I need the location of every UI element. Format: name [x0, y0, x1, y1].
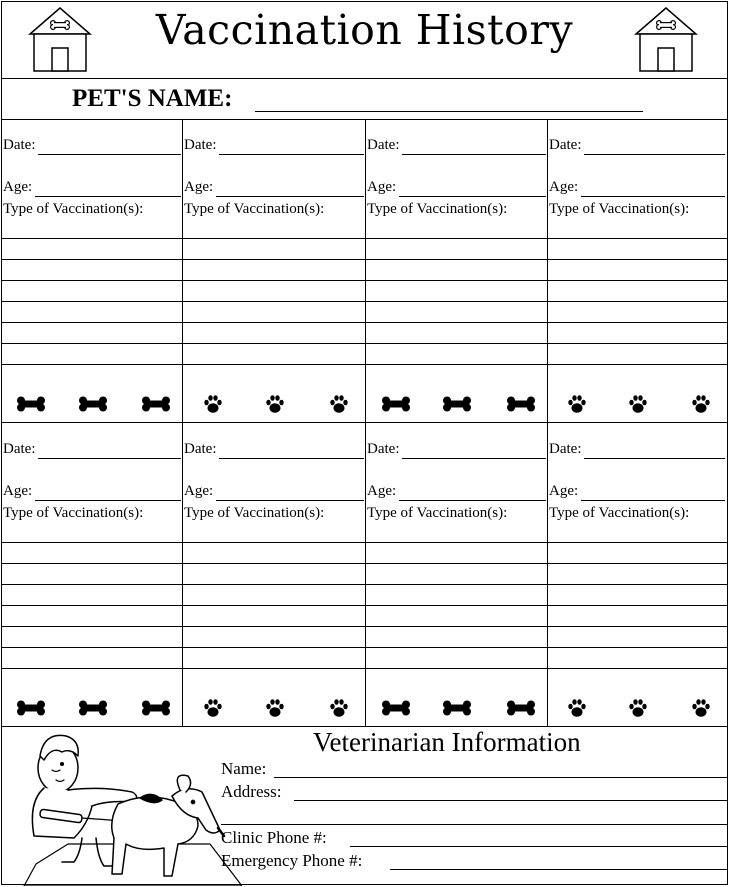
vaccination-entry-line[interactable]	[2, 563, 182, 564]
age-label: Age:	[3, 483, 33, 499]
pet-name-label: PET'S NAME:	[72, 85, 233, 112]
vaccination-record	[2, 423, 183, 727]
vet-address-field[interactable]	[294, 800, 727, 801]
emergency-phone-label: Emergency Phone #:	[221, 851, 363, 870]
paw-print-icon	[198, 698, 228, 718]
vaccination-type-label: Type of Vaccination(s):	[3, 201, 144, 217]
date-field[interactable]	[219, 154, 364, 155]
age-field[interactable]	[399, 500, 546, 501]
date-field[interactable]	[584, 458, 725, 459]
bone-icon	[78, 394, 108, 414]
vaccination-entry-line[interactable]	[366, 668, 547, 669]
vaccination-entry-line[interactable]	[2, 626, 182, 627]
paw-print-icon	[686, 394, 716, 414]
paw-print-icon	[260, 394, 290, 414]
bone-icon	[16, 698, 46, 718]
date-field[interactable]	[402, 154, 546, 155]
vaccination-entry-line[interactable]	[2, 238, 182, 239]
vaccination-entry-line[interactable]	[183, 301, 365, 302]
vaccination-entry-line[interactable]	[366, 563, 547, 564]
vaccination-type-label: Type of Vaccination(s):	[367, 201, 508, 217]
decoration-row	[183, 386, 365, 422]
vaccination-entry-line[interactable]	[366, 626, 547, 627]
bone-icon	[78, 698, 108, 718]
vet-title: Veterinarian Information	[313, 727, 581, 757]
decoration-row	[366, 386, 547, 422]
date-field[interactable]	[584, 154, 725, 155]
vaccination-entry-line[interactable]	[183, 322, 365, 323]
age-label: Age:	[367, 179, 397, 195]
vaccination-entry-line[interactable]	[183, 605, 365, 606]
vaccination-record	[2, 119, 183, 423]
date-label: Date:	[184, 441, 217, 457]
vaccination-type-label: Type of Vaccination(s):	[3, 505, 144, 521]
vaccination-entry-line[interactable]	[366, 584, 547, 585]
decoration-row	[2, 690, 182, 726]
emergency-phone-field[interactable]	[390, 869, 727, 870]
vaccination-entry-line[interactable]	[548, 563, 727, 564]
vaccination-entry-line[interactable]	[183, 563, 365, 564]
age-field[interactable]	[399, 196, 546, 197]
vaccination-entry-line[interactable]	[183, 626, 365, 627]
vaccination-entry-line[interactable]	[2, 542, 182, 543]
page-title: Vaccination History	[155, 6, 574, 54]
vaccination-entry-line[interactable]	[183, 280, 365, 281]
vaccination-record	[183, 119, 366, 423]
vaccination-entry-line[interactable]	[2, 259, 182, 260]
age-field[interactable]	[35, 500, 181, 501]
vaccination-entry-line[interactable]	[2, 322, 182, 323]
veterinarian-info	[2, 724, 727, 886]
vaccination-entry-line[interactable]	[366, 343, 547, 344]
age-label: Age:	[3, 179, 33, 195]
vaccination-type-label: Type of Vaccination(s):	[184, 201, 325, 217]
vaccination-entry-line[interactable]	[548, 280, 727, 281]
date-field[interactable]	[402, 458, 546, 459]
clinic-phone-label: Clinic Phone #:	[221, 828, 327, 847]
vaccination-entry-line[interactable]	[548, 364, 727, 365]
vaccination-entry-line[interactable]	[2, 668, 182, 669]
vaccination-entry-line[interactable]	[548, 647, 727, 648]
date-label: Date:	[549, 137, 582, 153]
age-field[interactable]	[216, 500, 364, 501]
vaccination-record	[183, 423, 366, 727]
bone-icon	[506, 698, 536, 718]
bone-icon	[16, 394, 46, 414]
age-field[interactable]	[216, 196, 364, 197]
date-field[interactable]	[219, 458, 364, 459]
age-label: Age:	[367, 483, 397, 499]
vaccination-entry-line[interactable]	[183, 542, 365, 543]
vaccination-entry-line[interactable]	[366, 238, 547, 239]
bone-icon	[141, 698, 171, 718]
vaccination-entry-line[interactable]	[548, 322, 727, 323]
vaccination-record	[366, 119, 548, 423]
vet-address-field-line-2[interactable]	[221, 824, 727, 825]
decoration-row	[2, 386, 182, 422]
vaccination-entry-line[interactable]	[183, 668, 365, 669]
vet-name-label: Name:	[221, 759, 267, 778]
date-label: Date:	[367, 137, 400, 153]
decoration-row	[366, 690, 547, 726]
vaccination-entry-line[interactable]	[548, 259, 727, 260]
vaccination-entry-line[interactable]	[2, 280, 182, 281]
vaccination-entry-line[interactable]	[2, 584, 182, 585]
bone-icon	[381, 698, 411, 718]
vaccination-entry-line[interactable]	[2, 364, 182, 365]
pet-name-row	[2, 78, 727, 120]
vaccination-type-label: Type of Vaccination(s):	[184, 505, 325, 521]
vaccination-entry-line[interactable]	[548, 584, 727, 585]
vaccination-entry-line[interactable]	[183, 584, 365, 585]
paw-print-icon	[686, 698, 716, 718]
age-label: Age:	[549, 483, 579, 499]
decoration-row	[183, 690, 365, 726]
vaccination-entry-line[interactable]	[183, 364, 365, 365]
bone-icon	[506, 394, 536, 414]
vaccination-entry-line[interactable]	[548, 542, 727, 543]
decoration-row	[548, 690, 727, 726]
paw-print-icon	[623, 698, 653, 718]
vaccination-type-label: Type of Vaccination(s):	[367, 505, 508, 521]
vaccination-entry-line[interactable]	[2, 647, 182, 648]
paw-print-icon	[562, 394, 592, 414]
vaccination-entry-line[interactable]	[366, 364, 547, 365]
vaccination-form	[1, 1, 728, 885]
vaccination-entry-line[interactable]	[183, 259, 365, 260]
paw-print-icon	[562, 698, 592, 718]
clinic-phone-field[interactable]	[350, 846, 727, 847]
dog-house-icon	[634, 6, 698, 72]
date-field[interactable]	[38, 154, 181, 155]
age-label: Age:	[184, 483, 214, 499]
vaccination-entry-line[interactable]	[366, 280, 547, 281]
header	[2, 2, 727, 79]
vaccination-entry-line[interactable]	[548, 626, 727, 627]
vaccination-entry-line[interactable]	[366, 647, 547, 648]
pet-name-field[interactable]	[255, 111, 643, 112]
vaccination-entry-line[interactable]	[183, 343, 365, 344]
date-label: Date:	[3, 137, 36, 153]
vet-name-field[interactable]	[274, 777, 727, 778]
vaccination-entry-line[interactable]	[2, 301, 182, 302]
age-label: Age:	[184, 179, 214, 195]
vaccination-entry-line[interactable]	[366, 301, 547, 302]
vaccination-type-label: Type of Vaccination(s):	[549, 505, 690, 521]
date-label: Date:	[367, 441, 400, 457]
bone-icon	[141, 394, 171, 414]
date-label: Date:	[549, 441, 582, 457]
bone-icon	[442, 394, 472, 414]
boy-walking-dog-illustration	[22, 726, 242, 886]
vaccination-record	[366, 423, 548, 727]
paw-print-icon	[324, 698, 354, 718]
date-field[interactable]	[38, 458, 181, 459]
vaccination-entry-line[interactable]	[548, 605, 727, 606]
vaccination-record	[548, 119, 727, 423]
date-label: Date:	[3, 441, 36, 457]
bone-icon	[442, 698, 472, 718]
vaccination-entry-line[interactable]	[366, 605, 547, 606]
date-label: Date:	[184, 137, 217, 153]
vaccination-entry-line[interactable]	[2, 605, 182, 606]
vaccination-entry-line[interactable]	[548, 301, 727, 302]
vaccination-entry-line[interactable]	[183, 238, 365, 239]
age-field[interactable]	[581, 196, 725, 197]
vaccination-entry-line[interactable]	[366, 259, 547, 260]
vet-address-label: Address:	[221, 782, 282, 801]
age-field[interactable]	[581, 500, 725, 501]
decoration-row	[548, 386, 727, 422]
vaccination-record	[548, 423, 727, 727]
vaccination-type-label: Type of Vaccination(s):	[549, 201, 690, 217]
bone-icon	[381, 394, 411, 414]
vaccination-entry-line[interactable]	[2, 343, 182, 344]
age-field[interactable]	[35, 196, 181, 197]
vaccination-entry-line[interactable]	[548, 238, 727, 239]
vaccination-entry-line[interactable]	[548, 343, 727, 344]
paw-print-icon	[260, 698, 290, 718]
vaccination-entry-line[interactable]	[548, 668, 727, 669]
vaccination-entry-line[interactable]	[366, 322, 547, 323]
age-label: Age:	[549, 179, 579, 195]
paw-print-icon	[324, 394, 354, 414]
paw-print-icon	[623, 394, 653, 414]
paw-print-icon	[198, 394, 228, 414]
vaccination-entry-line[interactable]	[183, 647, 365, 648]
vaccination-entry-line[interactable]	[366, 542, 547, 543]
